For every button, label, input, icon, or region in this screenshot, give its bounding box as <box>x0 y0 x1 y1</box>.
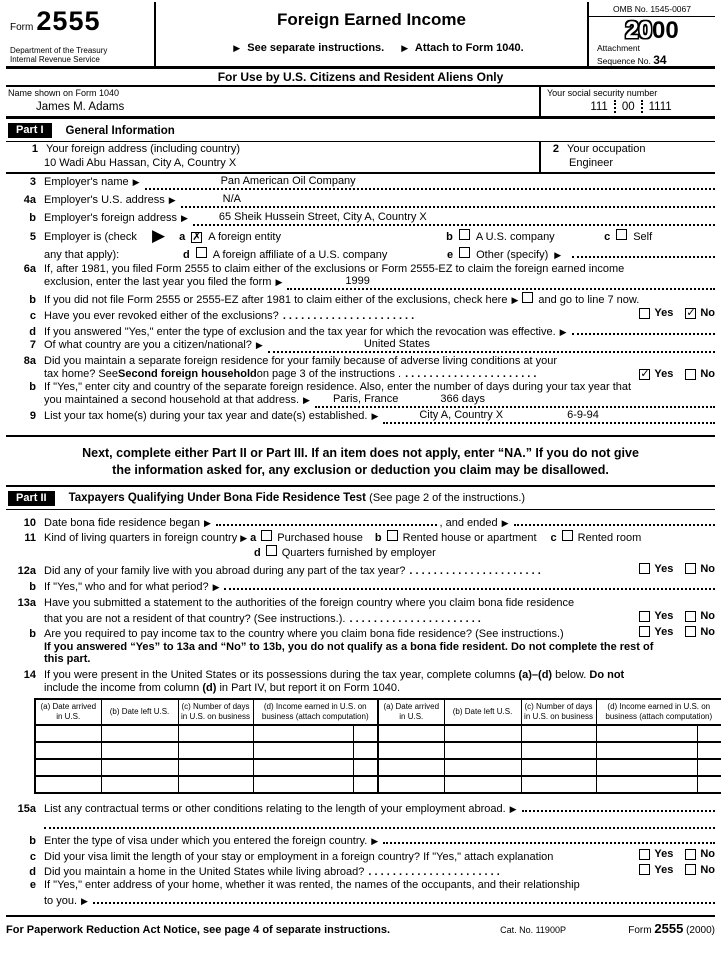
residence-began-field[interactable] <box>216 514 438 526</box>
no-label: No <box>700 848 715 861</box>
col-b-header: (b) Date left U.S. <box>101 699 178 725</box>
line14-text-2: include the income from column (d) in Part IV, but report it on Form 1040. <box>44 682 401 695</box>
line15e-letter: e <box>29 879 36 892</box>
year-outline: 20 <box>625 17 652 44</box>
arrow-icon: ▶ <box>233 43 241 53</box>
dot-leader <box>405 368 625 380</box>
arrow-icon: ▶ <box>212 582 220 593</box>
line6a-text-1: If, after 1981, you filed Form 2555 to claim either of the exclusions or Form 2555-EZ to claim the foreign earned income <box>44 263 625 275</box>
line13-note-1: If you answered “Yes” to 13a and “No” to 13b, you do not qualify as a bona fide resident. Do not complete the rest of <box>44 641 654 654</box>
tax-year <box>589 19 715 43</box>
yes-label: Yes <box>654 625 674 638</box>
line15e-text-1: If "Yes," enter address of your home, whether it was rented, the names of the occupants, and their relationship <box>44 879 580 892</box>
part1-title: General Information <box>65 124 175 137</box>
yes-label: Yes <box>654 848 674 861</box>
checkbox-11b-rented-house[interactable] <box>387 530 398 541</box>
attach-to-1040: Attach to Form 1040. <box>414 42 524 54</box>
line11c-letter: c <box>550 531 557 544</box>
checkbox-13b-no[interactable] <box>685 626 696 637</box>
arrow-icon: ▶ <box>132 177 140 187</box>
line5a-letter: a <box>179 231 186 243</box>
line4a-number: 4a <box>23 194 36 206</box>
revocation-field[interactable] <box>572 323 715 335</box>
line8b-text-1: If "Yes," enter city and country of the separate foreign residence. Also, enter the number of days during your tax year that <box>44 381 632 393</box>
line7-text: Of what country are you a citizen/national? <box>44 338 252 351</box>
line6c-letter: c <box>29 309 36 322</box>
line13b-text: Are you required to pay income tax to the country where you claim bona fide residence? (See instructions.) <box>44 628 564 641</box>
line6d-text: If you answered "Yes," enter the type of exclusion and the tax year for which the revocation was effective. <box>44 325 556 338</box>
line10-label: Date bona fide residence began <box>44 516 200 529</box>
checkbox-5c-self[interactable] <box>616 229 627 240</box>
line12b-text: If "Yes," who and for what period? <box>44 581 209 594</box>
line13a-number: 13a <box>17 597 36 610</box>
checkbox-5b-us-company[interactable] <box>459 229 470 240</box>
yes-label: Yes <box>654 863 674 876</box>
checkbox-6b[interactable] <box>522 292 533 303</box>
line8a-text-2-post: on page 3 of the instructions . <box>256 367 402 380</box>
ssn-group[interactable]: 00 <box>621 100 635 113</box>
part2-title: Taxpayers Qualifying Under Bona Fide Residence Test (See page 2 of the instructions.) <box>68 492 526 505</box>
no-label: No <box>700 863 715 876</box>
checkbox-8a-no[interactable] <box>685 369 696 380</box>
line6b-text: If you did not file Form 2555 or 2555-EZ after 1981 to claim either of the exclusions, check here <box>44 294 508 306</box>
line7-number: 7 <box>29 338 36 351</box>
footer-form-id: Form 2555 (2000) <box>628 921 715 937</box>
line10-number: 10 <box>23 516 36 529</box>
line6d-letter: d <box>29 325 36 338</box>
employer-foreign-address-field[interactable]: 65 Sheik Hussein Street, City A, Country X <box>193 212 715 226</box>
col-c2-header: (c) Number of days in U.S. on business <box>521 699 596 725</box>
employer-us-address-field[interactable]: N/A <box>181 194 715 208</box>
residence-ended-field[interactable] <box>514 514 715 526</box>
line8b-letter: b <box>29 381 36 393</box>
see-instructions: See separate instructions. <box>247 42 385 54</box>
checkbox-6c-yes[interactable] <box>639 308 650 319</box>
table-row[interactable] <box>35 776 721 793</box>
arrow-icon: ▶ <box>255 339 263 350</box>
second-household-field[interactable]: Paris, France 366 days <box>315 394 715 408</box>
line9-text: List your tax home(s) during your tax year and date(s) established. <box>44 410 368 422</box>
col-a2-header: (a) Date arrived in U.S. <box>378 699 444 725</box>
line2-number: 2 <box>552 143 559 155</box>
line13a-text-1: Have you submitted a statement to the authorities of the foreign country where you claim bona fide residence <box>44 597 575 610</box>
ssn-separator <box>641 100 643 113</box>
line15d-letter: d <box>29 866 36 879</box>
checkbox-5a-foreign-entity[interactable]: ✗ <box>192 231 202 243</box>
dot-leader <box>349 613 625 625</box>
line5c-label: Self <box>633 231 653 243</box>
part2-header <box>6 487 715 509</box>
name-ssn-row <box>6 87 715 119</box>
year-bold: 00 <box>652 17 679 44</box>
form-header <box>6 2 715 69</box>
omb-year-block <box>587 2 715 66</box>
checkbox-11a-purchased-house[interactable] <box>261 530 272 541</box>
catalog-number: Cat. No. 11900P <box>500 925 566 936</box>
line5-label-2: any that apply): <box>44 249 120 261</box>
arrow-icon: ▶ <box>511 295 519 305</box>
checkbox-6c-no[interactable]: ✓ <box>686 306 696 319</box>
line6b-suffix: and go to line 7 now. <box>538 294 640 306</box>
col-a-header: (a) Date arrived in U.S. <box>35 699 101 725</box>
arrow-icon: ▶ <box>509 804 517 815</box>
line15b-text: Enter the type of visa under which you entered the foreign country. <box>44 835 368 848</box>
sequence-number: 34 <box>653 53 667 68</box>
line15a-number: 15a <box>17 803 36 816</box>
form-title-block <box>156 2 587 66</box>
line1-number: 1 <box>31 143 38 155</box>
line14-text: If you were present in the United States or its possessions during the tax year, complete columns (a)–(d) below. Do not <box>44 669 625 682</box>
ssn-label: Your social security number <box>547 88 658 98</box>
line5-label-1: Employer is (check <box>44 231 137 243</box>
line9-number: 9 <box>29 410 36 422</box>
line15a-text: List any contractual terms or other conditions relating to the length of your employment abroad. <box>44 803 506 816</box>
employer-name-field[interactable]: Pan American Oil Company <box>145 176 715 190</box>
line11-number: 11 <box>24 531 36 544</box>
checkbox-5d-foreign-affiliate[interactable] <box>196 247 207 258</box>
line11d-label: Quarters furnished by employer <box>281 546 436 559</box>
line15c-text: Did your visa limit the length of your stay or employment in a foreign country? If "Yes," attach explanation <box>44 850 554 863</box>
checkbox-15d-no[interactable] <box>685 864 696 875</box>
form-title: Foreign Earned Income <box>277 10 466 29</box>
contract-terms-field-2[interactable] <box>44 817 715 829</box>
big-arrow-icon: ▶ <box>152 226 166 246</box>
checkbox-12a-yes[interactable] <box>639 563 650 574</box>
foreign-address-field[interactable]: 10 Wadi Abu Hassan, City A, Country X <box>44 157 237 169</box>
citizenship-field[interactable]: United States <box>268 339 715 353</box>
table-row[interactable] <box>35 725 721 742</box>
line5b-label: A U.S. company <box>475 231 555 243</box>
dot-leader <box>283 310 626 322</box>
usage-banner: For Use by U.S. Citizens and Resident Aliens Only <box>6 69 715 87</box>
arrow-icon: ▶ <box>180 213 188 223</box>
arrow-icon: ▶ <box>275 277 283 287</box>
name-label: Name shown on Form 1040 <box>8 88 120 98</box>
line6c-text: Have you ever revoked either of the exclusions? <box>44 309 279 322</box>
part1-tag: Part I <box>8 123 52 138</box>
ssn-serial[interactable]: 1111 <box>648 100 672 113</box>
line11a-label: Purchased house <box>277 531 363 544</box>
line13a-text-2: that you are not a resident of that country? (See instructions.). <box>44 612 346 625</box>
line11c-label: Rented room <box>577 531 642 544</box>
arrow-icon: ▶ <box>303 395 310 405</box>
arrow-icon: ▶ <box>168 195 176 205</box>
checkbox-13a-no[interactable] <box>685 611 696 622</box>
no-label: No <box>700 307 715 319</box>
line8b-text-2: you maintained a second household at that address. <box>44 394 300 406</box>
arrow-icon: ▶ <box>401 43 409 53</box>
checkbox-13b-yes[interactable] <box>639 626 650 637</box>
no-label: No <box>700 610 715 623</box>
dept-treasury: Department of the Treasury <box>10 45 108 55</box>
part2-title-note: (See page 2 of the instructions.) <box>369 492 526 505</box>
line8a-text-2-bold: Second foreign household <box>118 367 257 380</box>
line4b-label: Employer's foreign address <box>44 212 177 224</box>
line1-label: Your foreign address (including country) <box>46 143 241 155</box>
line2-label: Your occupation <box>567 143 646 155</box>
form-number: 2555 <box>36 6 101 36</box>
line4a-label: Employer's U.S. address <box>44 194 165 206</box>
col-d2-header: (d) Income earned in U.S. on business (attach computation) <box>596 699 721 725</box>
arrow-icon: ▶ <box>554 250 562 260</box>
checkbox-15c-no[interactable] <box>685 849 696 860</box>
arrow-icon: ▶ <box>371 411 379 421</box>
form-word: Form <box>10 22 34 33</box>
part-choice-note: Next, complete either Part II or Part III. If an item does not apply, enter “NA.” If you do not give the information asked for, any exclusion or deduction you claim may be disallowed. <box>82 446 639 477</box>
dot-leader <box>409 565 625 577</box>
line5b-letter: b <box>446 231 453 243</box>
line5d-label: A foreign affiliate of a U.S. company <box>212 249 388 261</box>
line11b-label: Rented house or apartment <box>402 531 537 544</box>
checkbox-8a-yes[interactable]: ✓ <box>640 367 650 380</box>
line8a-number: 8a <box>23 354 36 367</box>
ssn-area[interactable]: 111 <box>590 100 608 113</box>
arrow-icon: ▶ <box>501 517 509 528</box>
no-label: No <box>700 368 715 380</box>
omb-number: OMB No. 1545-0067 <box>589 2 715 17</box>
line11-label: Kind of living quarters in foreign country <box>44 531 238 544</box>
part1-header <box>6 119 715 141</box>
line15d-text: Did you maintain a home in the United States while living abroad? <box>44 866 365 879</box>
col-d-header: (d) Income earned in U.S. on business (attach computation) <box>253 699 378 725</box>
table-row[interactable] <box>35 759 721 776</box>
sequence-label: Sequence No. <box>597 56 651 67</box>
tax-home-field[interactable]: City A, Country X 6-9-94 <box>383 410 715 424</box>
line1-2-box <box>6 142 715 174</box>
line5a-label: A foreign entity <box>208 231 281 243</box>
last-year-filed-field[interactable]: 1999 <box>287 276 715 290</box>
us-presence-table <box>34 698 721 794</box>
line5e-letter: e <box>447 249 454 261</box>
other-specify-field[interactable] <box>572 246 715 258</box>
table-row[interactable] <box>35 742 721 759</box>
line5c-letter: c <box>604 231 611 243</box>
checkbox-15d-yes[interactable] <box>639 864 650 875</box>
no-label: No <box>700 562 715 575</box>
col-c-header: (c) Number of days in U.S. on business <box>178 699 253 725</box>
checkbox-5e-other[interactable] <box>459 247 470 258</box>
checkbox-11d-quarters-employer[interactable] <box>266 545 277 556</box>
arrow-icon: ▶ <box>371 836 379 847</box>
line3-number: 3 <box>29 176 36 188</box>
attachment-label: Attachment <box>597 43 640 53</box>
line13b-letter: b <box>29 628 36 641</box>
name-field[interactable]: James M. Adams <box>36 101 125 113</box>
checkbox-15c-yes[interactable] <box>639 849 650 860</box>
arrow-icon: ▶ <box>203 517 211 528</box>
line5d-letter: d <box>183 249 190 261</box>
yes-label: Yes <box>654 307 674 319</box>
no-label: No <box>700 625 715 638</box>
yes-label: Yes <box>654 562 674 575</box>
checkbox-11c-rented-room[interactable] <box>562 530 573 541</box>
ssn-separator <box>614 100 616 113</box>
line11d-letter: d <box>254 546 261 559</box>
dot-leader <box>368 866 625 878</box>
line12a-text: Did any of your family live with you abroad during any part of the tax year? <box>44 565 406 578</box>
contract-terms-field[interactable] <box>522 800 715 812</box>
yes-label: Yes <box>654 368 674 380</box>
page-footer <box>6 917 715 936</box>
line5e-label: Other (specify) <box>476 249 549 261</box>
line4b-number: b <box>29 212 36 224</box>
line14-number: 14 <box>23 669 36 682</box>
family-period-field[interactable] <box>224 578 715 590</box>
us-home-field[interactable] <box>93 892 715 904</box>
line12a-number: 12a <box>17 565 36 578</box>
arrow-icon: ▶ <box>81 896 88 907</box>
paperwork-notice: For Paperwork Reduction Act Notice, see page 4 of separate instructions. <box>6 924 391 937</box>
line8a-text-2-pre: tax home? See <box>44 367 118 380</box>
form-number-block <box>6 2 156 66</box>
table-header-row <box>35 699 721 725</box>
line8a-text-1: Did you maintain a separate foreign residence for your family because of adverse living conditions at your <box>44 354 557 367</box>
line11b-letter: b <box>374 531 382 544</box>
line15e-text-2: to you. <box>44 895 78 908</box>
yes-label: Yes <box>654 610 674 623</box>
line15c-letter: c <box>29 850 36 863</box>
arrow-icon: ▶ <box>559 326 567 337</box>
line5-number: 5 <box>29 231 36 243</box>
line15b-letter: b <box>29 835 36 848</box>
line13-note-2: this part. <box>44 653 91 666</box>
ssn-field[interactable] <box>547 100 715 113</box>
line12b-letter: b <box>29 581 36 594</box>
line3-label: Employer's name <box>44 176 129 188</box>
line6a-text-2: exclusion, enter the last year you filed the form <box>44 276 272 288</box>
checkbox-13a-yes[interactable] <box>639 611 650 622</box>
visa-type-field[interactable] <box>383 832 715 844</box>
arrow-icon: ▶ <box>240 532 248 543</box>
part2-tag: Part II <box>8 491 55 506</box>
line10-mid: , and ended <box>439 516 498 529</box>
line6b-letter: b <box>29 294 36 306</box>
line6a-number: 6a <box>23 263 36 275</box>
checkbox-12a-no[interactable] <box>685 563 696 574</box>
irs: Internal Revenue Service <box>10 54 100 64</box>
occupation-field[interactable]: Engineer <box>569 157 614 169</box>
col-b2-header: (b) Date left U.S. <box>444 699 521 725</box>
line11a-letter: a <box>250 531 257 544</box>
